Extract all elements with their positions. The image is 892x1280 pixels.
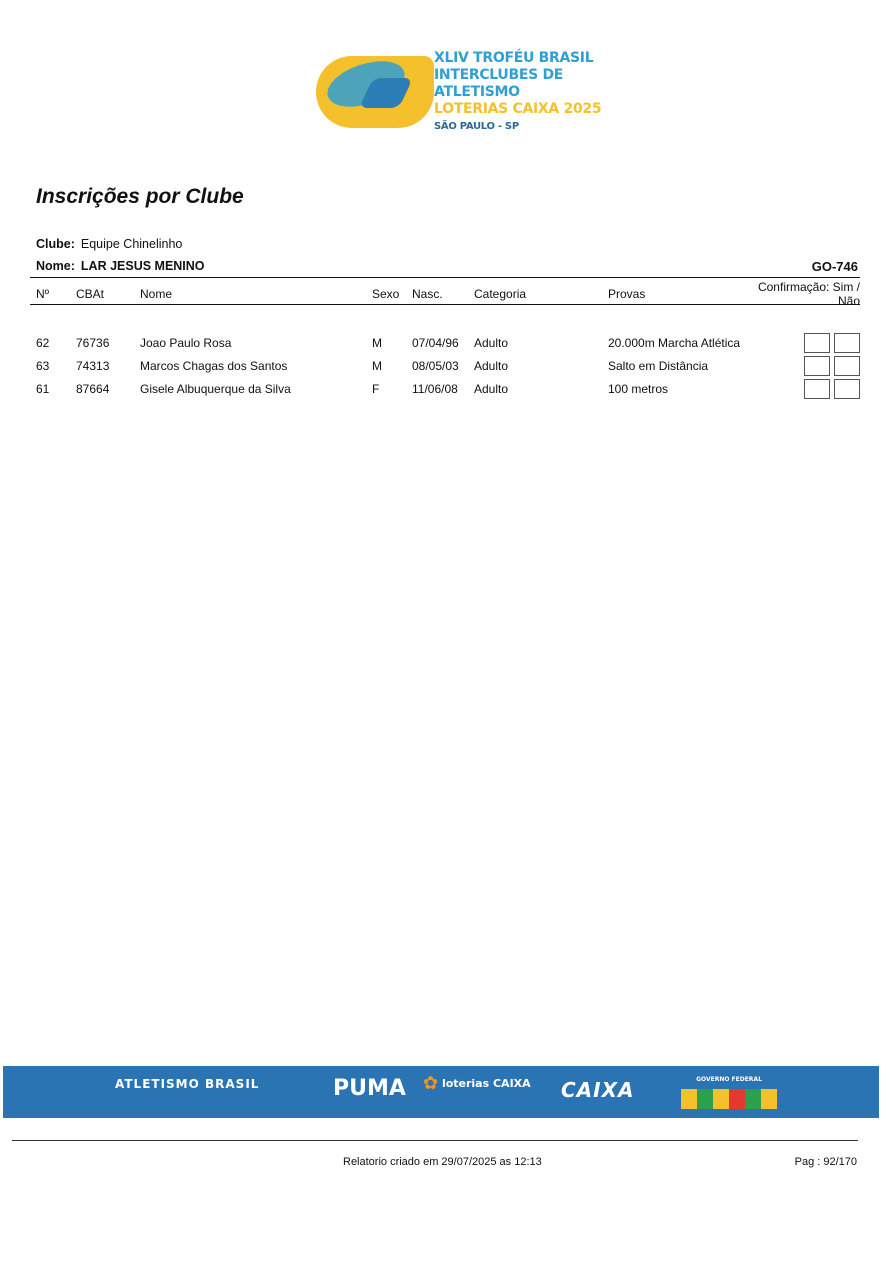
name-info (36, 259, 205, 273)
cell-categoria: Adulto (474, 335, 509, 350)
club-info (36, 237, 182, 251)
clover-icon: ✿ (423, 1073, 439, 1094)
confirm-yes-checkbox[interactable] (804, 333, 830, 353)
cell-nome: Marcos Chagas dos Santos (140, 358, 288, 373)
logo-wordmark (434, 50, 602, 135)
sponsor-cbat-logo: ATLETISMO BRASIL (115, 1077, 260, 1091)
sponsor-governo-logo (681, 1076, 777, 1106)
confirm-yes-checkbox[interactable] (804, 356, 830, 376)
table-spacer (30, 308, 864, 331)
header-no: Nº (36, 287, 50, 301)
cell-cbat: 87664 (76, 381, 110, 396)
sponsor-puma-logo: PUMA (333, 1076, 406, 1101)
header-confirmacao: Confirmação: Sim / Não (757, 280, 860, 308)
confirm-yes-checkbox[interactable] (804, 379, 830, 399)
cell-confirmacao (752, 354, 864, 377)
sponsor-loterias-logo (423, 1073, 531, 1094)
cell-nome: Gisele Albuquerque da Silva (140, 381, 291, 396)
cell-sexo: F (372, 381, 380, 396)
cell-categoria: Adulto (474, 358, 509, 373)
sponsor-caixa-logo: CAIXA (561, 1078, 635, 1102)
cell-nasc: 11/06/08 (412, 381, 458, 396)
sponsor-band (3, 1066, 879, 1118)
header-cbat: CBAt (76, 287, 105, 301)
name-label: Nome: (36, 259, 75, 273)
table-row (30, 377, 864, 400)
cell-confirmacao (752, 377, 864, 400)
club-value: Equipe Chinelinho (80, 237, 183, 251)
footer-rule (12, 1140, 858, 1141)
cell-no: 61 (36, 381, 50, 396)
table-top-rule (30, 277, 860, 278)
governo-color-stripes (681, 1089, 777, 1109)
logo-line-1: XLIV TROFÉU BRASIL (434, 50, 594, 66)
entries-table (30, 280, 864, 400)
sponsor-governo-text: GOVERNO FEDERAL (696, 1076, 762, 1083)
header-nome: Nome (140, 287, 173, 301)
name-value: LAR JESUS MENINO (80, 259, 205, 273)
cell-cbat: 74313 (76, 358, 110, 373)
cell-confirmacao (752, 331, 864, 354)
table-row (30, 354, 864, 377)
confirm-no-checkbox[interactable] (834, 379, 860, 399)
header-sexo: Sexo (372, 287, 400, 301)
cell-nasc: 07/04/96 (412, 335, 459, 350)
cell-provas: 100 metros (608, 381, 669, 396)
confirm-no-checkbox[interactable] (834, 356, 860, 376)
logo-line-4: SÃO PAULO - SP (434, 121, 519, 132)
cell-nasc: 08/05/03 (412, 358, 459, 373)
cell-no: 63 (36, 358, 50, 373)
cell-provas: 20.000m Marcha Atlética (608, 335, 741, 350)
page-number: Pag : 92/170 (794, 1156, 857, 1168)
table-row (30, 331, 864, 354)
event-logo (312, 30, 602, 150)
confirm-no-checkbox[interactable] (834, 333, 860, 353)
cell-sexo: M (372, 358, 382, 373)
club-label: Clube: (36, 237, 75, 251)
cell-nome: Joao Paulo Rosa (140, 335, 232, 350)
table-header-row (30, 280, 864, 308)
header-provas: Provas (608, 287, 646, 301)
header-nasc: Nasc. (412, 287, 443, 301)
logo-line-2: INTERCLUBES DE ATLETISMO (434, 67, 564, 100)
sponsor-loterias-text: loterias CAIXA (441, 1077, 531, 1090)
cell-categoria: Adulto (474, 381, 509, 396)
cell-provas: Salto em Distância (608, 358, 709, 373)
report-timestamp: Relatorio criado em 29/07/2025 as 12:13 (343, 1156, 542, 1168)
cell-sexo: M (372, 335, 382, 350)
logo-line-3: LOTERIAS CAIXA 2025 (434, 101, 602, 117)
page-title: Inscrições por Clube (36, 185, 244, 208)
club-code: GO-746 (811, 259, 858, 274)
cell-cbat: 76736 (76, 335, 110, 350)
cell-no: 62 (36, 335, 50, 350)
logo-emblem (316, 56, 434, 128)
header-categoria: Categoria (474, 287, 527, 301)
